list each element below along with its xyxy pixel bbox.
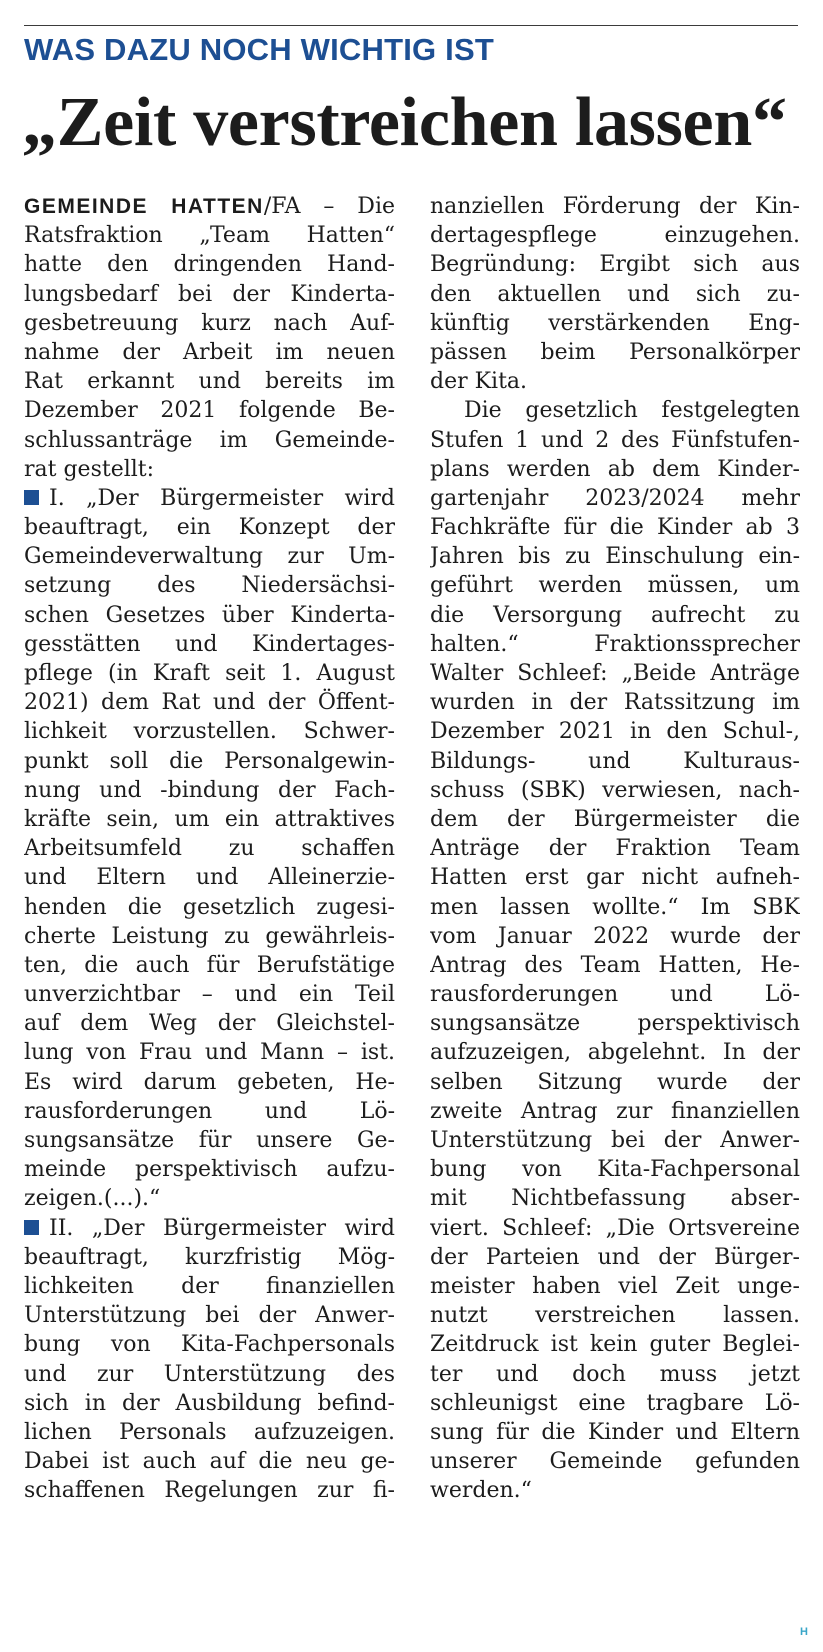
text-line: lichkeit vorzustellen. Schwer- [24, 719, 395, 745]
text-line: sungsansätze für unsere Ge- [24, 1128, 395, 1153]
text-line: henden die gesetzlich zugesi- [24, 894, 395, 920]
text-line: zeigen.(...).“ [24, 1186, 161, 1212]
text-line: dem der Bürgermeister die [430, 806, 800, 832]
text-line: bung von Kita-Fachpersonals [24, 1332, 395, 1358]
top-rule [24, 25, 798, 26]
text-line: Anträge der Fraktion Team [430, 836, 800, 862]
text-line: dertagespflege einzugehen. [430, 223, 800, 249]
text-line: vom Januar 2022 wurde der [430, 923, 800, 949]
text-line: schleunigst eine tragbare Lö- [430, 1390, 800, 1416]
text-line: gesstätten und Kindertages- [24, 631, 395, 657]
text-line: ten, die auch für Berufstätige [24, 952, 395, 978]
dateline: GEMEINDE HATTEN [24, 195, 264, 218]
corner-logo-mark: H [800, 1626, 808, 1638]
kicker: WAS DAZU NOCH WICHTIG IST [24, 32, 494, 67]
text-line: sich in der Ausbildung befind- [24, 1390, 395, 1416]
text-line: setzung des Niedersächsi- [24, 573, 395, 599]
text-line: rausforderungen und Lö- [24, 1098, 395, 1124]
text-line: nutzt verstreichen lassen. [430, 1303, 800, 1329]
text-line: Dabei ist auch auf die neu ge- [24, 1449, 395, 1475]
text-line: Begründung: Ergibt sich aus [430, 252, 800, 278]
text-line: halten.“ Fraktionssprecher [430, 631, 800, 657]
text-line: schen Gesetzes über Kinderta- [24, 602, 395, 628]
text-line: der Parteien und der Bürger- [430, 1244, 800, 1270]
text-line: kräfte sein, um ein attraktives [24, 806, 395, 832]
text-line: Gemeindeverwaltung zur Um- [24, 544, 395, 570]
square-bullet-icon [24, 1220, 39, 1235]
text-line: I. „Der Bürgermeister wird [24, 484, 395, 513]
text-line: beauftragt, kurzfristig Mög- [24, 1244, 395, 1270]
text-line: Ratsfraktion „Team Hatten“ [24, 223, 395, 249]
text-line: Rat erkannt und bereits im [24, 369, 395, 395]
text-line: und zur Unterstützung des [24, 1361, 395, 1387]
text-line: bung von Kita-Fachpersonal [430, 1157, 800, 1183]
text-line: Es wird darum gebeten, He- [24, 1069, 395, 1095]
text-line: hatte den dringenden Hand- [24, 252, 395, 278]
text-line: Walter Schleef: „Beide Anträge [430, 661, 800, 686]
text-line: unserer Gemeinde gefunden [430, 1449, 800, 1475]
text-line: Unterstützung bei der Anwer- [430, 1128, 800, 1153]
text-line: gesbetreuung kurz nach Auf- [24, 310, 395, 336]
text-line: Antrag des Team Hatten, He- [430, 952, 800, 978]
text-line: künftig verstärkenden Eng- [430, 310, 800, 336]
left-column [24, 192, 395, 1505]
text-line: beauftragt, ein Konzept der [24, 515, 395, 541]
right-column [430, 192, 800, 1505]
text-line: 2021) dem Rat und der Öffent- [24, 690, 395, 716]
text-line: den aktuellen und sich zu- [430, 281, 800, 307]
text-line: geführt werden müssen, um [430, 573, 800, 599]
text-line: sung für die Kinder und Eltern [430, 1419, 800, 1445]
text-line: meinde perspektivisch aufzu- [24, 1157, 395, 1183]
text-line: werden.“ [430, 1478, 532, 1504]
text-line: Bildungs- und Kulturaus- [430, 748, 800, 774]
text-line: pässen beim Personalkörper [430, 339, 800, 365]
text-line: Hatten erst gar nicht aufneh- [430, 865, 800, 891]
text-line: schaffenen Regelungen zur fi- [24, 1478, 395, 1504]
text-line: punkt soll die Personalgewin- [24, 748, 395, 774]
text-line: schlussanträge im Gemeinde- [24, 427, 395, 453]
text-line: mit Nichtbefassung abser- [430, 1186, 800, 1212]
text-line: lung von Frau und Mann – ist. [24, 1040, 395, 1066]
square-bullet-icon [24, 490, 39, 505]
text-line: meister haben viel Zeit unge- [430, 1273, 800, 1299]
text-line: aufzuzeigen, abgelehnt. In der [430, 1040, 800, 1066]
text-line: selben Sitzung wurde der [430, 1069, 800, 1095]
text-line: Dezember 2021 folgende Be- [24, 398, 395, 424]
text-line: ter und doch muss jetzt [430, 1361, 800, 1387]
text-line: Arbeitsumfeld zu schaffen [24, 836, 395, 862]
text-line: auf dem Weg der Gleichstel- [24, 1011, 395, 1037]
text-line: plans werden ab dem Kinder- [430, 456, 800, 482]
text-line: unverzichtbar – und ein Teil [24, 982, 395, 1008]
text-line: Jahren bis zu Einschulung ein- [430, 544, 800, 570]
text-line: rausforderungen und Lö- [430, 982, 800, 1008]
text-line: lichen Personals aufzuzeigen. [24, 1419, 395, 1445]
text-line: Fachkräfte für die Kinder ab 3 [430, 515, 800, 541]
text-line: viert. Schleef: „Die Ortsvereine [430, 1215, 800, 1241]
text-line: Zeitdruck ist kein guter Beglei- [430, 1332, 800, 1358]
text-line: sungsansätze perspektivisch [430, 1011, 800, 1037]
text-line: die Versorgung aufrecht zu [430, 602, 800, 628]
text-line: cherte Leistung zu gewährleis- [24, 923, 395, 949]
text-line: zweite Antrag zur finanziellen [430, 1098, 800, 1124]
text-line: nung und -bindung der Fach- [24, 777, 395, 803]
text-line: nanziellen Förderung der Kin- [430, 194, 800, 219]
text-line: GEMEINDE HATTEN/FA – Die [24, 194, 395, 219]
text-line: Die gesetzlich festgelegten [464, 398, 800, 424]
text-line: lichkeiten der finanziellen [24, 1273, 395, 1299]
text-line: Dezember 2021 in den Schul-, [430, 719, 800, 745]
text-line: und Eltern und Alleinerzie- [24, 865, 395, 891]
text-line: lungsbedarf bei der Kinderta- [24, 281, 395, 307]
text-line: gartenjahr 2023/2024 mehr [430, 485, 800, 511]
text-line: rat gestellt: [24, 456, 155, 482]
text-line: pflege (in Kraft seit 1. August [24, 661, 395, 686]
text-line: wurden in der Ratssitzung im [430, 690, 800, 716]
text-line: der Kita. [430, 369, 528, 395]
text-line: men lassen wollte.“ Im SBK [430, 894, 800, 920]
text-line: Stufen 1 und 2 des Fünfstufen- [430, 427, 800, 453]
text-line: II. „Der Bürgermeister wird [24, 1214, 395, 1243]
text-line: schuss (SBK) verwiesen, nach- [430, 777, 800, 803]
text-line: Unterstützung bei der Anwer- [24, 1303, 395, 1329]
text-line: nahme der Arbeit im neuen [24, 339, 395, 365]
headline: „Zeit verstreichen lassen“ [22, 84, 787, 161]
